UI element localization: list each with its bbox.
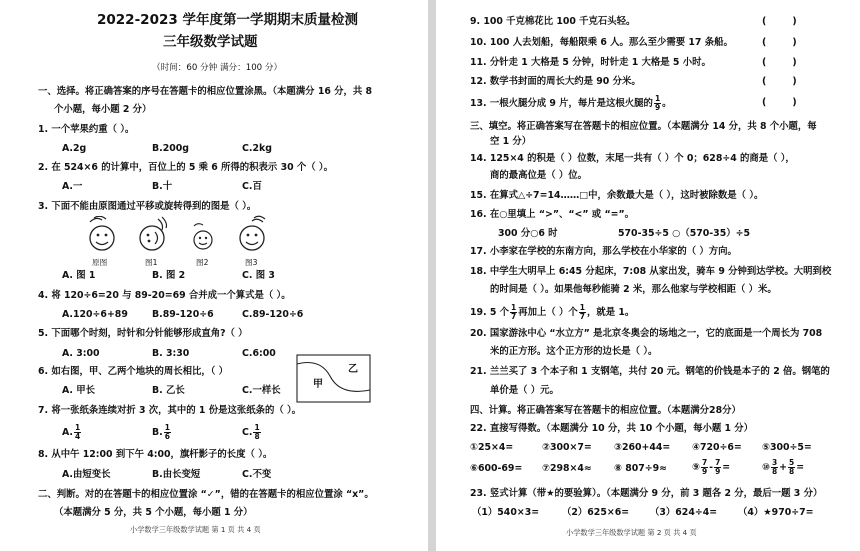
caption-figure-3: 图3	[245, 258, 258, 267]
caption-figure-2: 图2	[196, 258, 209, 267]
q5-option-b[interactable]: B. 3:30	[152, 348, 190, 359]
figure-1-face	[132, 216, 172, 256]
exam-page-1	[0, 0, 428, 551]
q7-option-a[interactable]: A. $\frac{1}{4}$	[62, 423, 81, 441]
question-10: 10. 100 人去划船，每船限乘 6 人。那么至少需要 17 条船。	[470, 37, 733, 48]
section3-heading-cont: 空 1 分）	[490, 136, 532, 147]
question-22: 22. 直接写得数。（本题满分 10 分，共 10 个小题，每小题 1 分）	[470, 423, 754, 434]
exam-subtitle: 三年级数学试题	[163, 34, 258, 50]
section1-heading: 一、选择。将正确答案的序号在答题卡的相应位置涂黑。（本题满分 16 分，共 8	[38, 86, 373, 97]
section3-heading: 三、填空。将正确答案写在答题卡的相应位置。（本题满分 14 分，共 8 个小题，每	[470, 121, 817, 132]
fraction: $\frac{1}{9}$	[654, 94, 661, 112]
q7-option-c[interactable]: C. $\frac{1}{8}$	[242, 423, 260, 441]
q4-option-c[interactable]: C.89-120÷6	[242, 309, 304, 320]
q22-item-9[interactable]: ⑨ $\frac{7}{9}$ - $\frac{7}{9}$ =	[692, 458, 731, 476]
section4-heading: 四、计算。将正确答案写在答题卡的相应位置。（本题满分28分）	[470, 405, 741, 416]
q1-option-b[interactable]: B.200g	[152, 143, 189, 154]
section2-heading-cont: （本题满分 5 分，共 5 个小题，每小题 1 分）	[54, 507, 253, 518]
figure-2-face	[188, 222, 218, 254]
q6-option-a[interactable]: A. 甲长	[62, 385, 96, 396]
q10-answer-paren[interactable]: ( )	[762, 37, 797, 48]
q4-option-b[interactable]: B.89-120÷6	[152, 309, 214, 320]
caption-original: 原图	[92, 258, 108, 267]
q4-option-a[interactable]: A.120÷6+89	[62, 309, 128, 320]
original-face-figure	[82, 216, 122, 256]
fraction: $\frac{7}{9}$	[701, 458, 708, 476]
q2-option-a[interactable]: A.一	[62, 181, 83, 192]
caption-figure-1: 图1	[145, 258, 158, 267]
question-20: 20. 国家游泳中心 “水立方” 是北京冬奥会的场地之一，它的底面是一个周长为 708	[470, 328, 823, 339]
question-8: 8. 从中午 12:00 到下午 4:00，旗杆影子的长度（ ）。	[38, 449, 273, 460]
q12-answer-paren[interactable]: ( )	[762, 76, 797, 87]
fraction: $\frac{1}{7}$	[511, 303, 517, 321]
fraction: $\frac{1}{6}$	[164, 423, 170, 441]
plot-diagram	[296, 354, 372, 404]
q23-item-2[interactable]: （2）625×6=	[562, 507, 630, 518]
fraction: $\frac{1}{8}$	[254, 423, 260, 441]
q22-item-4[interactable]: ④720÷6=	[692, 442, 742, 453]
question-21-cont: 单价是（ ）元。	[490, 385, 559, 396]
question-18-cont: 的时间是（ ）。如果他每秒能骑 2 米，那么他家与学校相距（ ）米。	[490, 284, 777, 295]
question-6: 6. 如右图，甲、乙两个地块的周长相比，（ ）	[38, 366, 229, 377]
q5-option-a[interactable]: A. 3:00	[62, 348, 100, 359]
question-1: 1. 一个苹果约重（ ）。	[38, 124, 135, 135]
q22-item-2[interactable]: ②300×7=	[542, 442, 592, 453]
q16-item-2[interactable]: 570-35÷5 ○（570-35）÷5	[618, 228, 750, 239]
q2-option-c[interactable]: C.百	[242, 181, 262, 192]
q6-option-c[interactable]: C.一样长	[242, 385, 281, 396]
q3-option-c[interactable]: C. 图 3	[242, 270, 275, 281]
q11-answer-paren[interactable]: ( )	[762, 57, 797, 68]
q7-option-b[interactable]: B. $\frac{1}{6}$	[152, 423, 170, 441]
q9-answer-paren[interactable]: ( )	[762, 16, 797, 27]
page-gutter	[428, 0, 436, 551]
question-12: 12. 数学书封面的周长大约是 90 分米。	[470, 76, 641, 87]
question-14: 14. 125×4 的积是（ ）位数，末尾一共有（ ）个 0；628÷4 的商是（ ），	[470, 153, 795, 164]
q22-item-6[interactable]: ⑥600-69=	[470, 463, 523, 474]
q23-item-3[interactable]: （3）624÷4=	[650, 507, 718, 518]
page-footer-2: 小学数学三年级数学试题 第 2 页 共 4 页	[566, 528, 697, 537]
q6-option-b[interactable]: B. 乙长	[152, 385, 185, 396]
question-23: 23. 竖式计算（带★的要验算）。（本题满分 9 分，前 3 题各 2 分，最后一题 3 分）	[470, 488, 823, 499]
exam-title: 2022-2023 学年度第一学期期末质量检测	[97, 12, 358, 28]
question-15: 15. 在算式△÷7=14……□中，余数最大是（ ），这时被除数是（ ）。	[470, 190, 764, 201]
plot-label-yi: 乙	[348, 364, 358, 375]
fraction: $\frac{5}{8}$	[789, 458, 795, 476]
q2-option-b[interactable]: B.十	[152, 181, 173, 192]
section2-heading: 二、判断。对的在答题卡的相应位置涂 “✓”，错的在答题卡的相应位置涂 “x”。	[38, 489, 374, 500]
section1-heading-cont: 个小题，每小题 2 分）	[54, 104, 152, 115]
q5-option-c[interactable]: C.6:00	[242, 348, 276, 359]
question-20-cont: 米的正方形。这个正方形的边长是（ ）。	[490, 346, 658, 357]
q22-item-10[interactable]: ⑩ $\frac{3}{8}$ + $\frac{5}{8}$ =	[762, 458, 805, 476]
question-17: 17. 小李家在学校的东南方向，那么学校在小华家的（ ）方向。	[470, 246, 737, 257]
question-9: 9. 100 千克棉花比 100 千克石头轻。	[470, 16, 636, 27]
q13-answer-paren[interactable]: ( )	[762, 97, 797, 108]
q22-item-1[interactable]: ①25×4=	[470, 442, 514, 453]
fraction: $\frac{1}{7}$	[579, 303, 585, 321]
q22-item-5[interactable]: ⑤300÷5=	[762, 442, 812, 453]
question-13: 13. 一根火腿分成 9 片，每片是这根火腿的 $\frac{1}{9}$ 。	[470, 94, 672, 112]
question-3: 3. 下面不能由原图通过平移或旋转得到的图是（ ）。	[38, 201, 257, 212]
question-21: 21. 兰兰买了 3 个本子和 1 支钢笔，共付 20 元。钢笔的价钱是本子的 2 倍。钢笔的	[470, 366, 830, 377]
q3-option-a[interactable]: A. 图 1	[62, 270, 96, 281]
fraction: $\frac{3}{8}$	[771, 458, 778, 476]
fraction: $\frac{1}{4}$	[75, 423, 81, 441]
q22-item-3[interactable]: ③260+44=	[614, 442, 671, 453]
q3-option-b[interactable]: B. 图 2	[152, 270, 186, 281]
q1-option-a[interactable]: A.2g	[62, 143, 87, 154]
plot-label-jia: 甲	[313, 379, 323, 390]
q23-item-1[interactable]: （1）540×3=	[472, 507, 540, 518]
question-11: 11. 分针走 1 大格是 5 分钟，时针走 1 大格是 5 小时。	[470, 57, 711, 68]
question-7: 7. 将一张纸条连续对折 3 次，其中的 1 份是这张纸条的（ ）。	[38, 405, 302, 416]
fraction: $\frac{7}{9}$	[715, 458, 721, 476]
time-score-note: （时间：60 分钟 满分：100 分）	[152, 63, 283, 73]
exam-page-2	[436, 0, 860, 551]
question-5: 5. 下面哪个时刻，时针和分针能够形成直角?（ ）	[38, 328, 248, 339]
q1-option-c[interactable]: C.2kg	[242, 143, 272, 154]
question-4: 4. 将 120÷6=20 与 89-20=69 合并成一个算式是（ ）。	[38, 290, 291, 301]
q23-item-4[interactable]: （4）★970÷7=	[738, 507, 814, 518]
question-2: 2. 在 524×6 的计算中，百位上的 5 乘 6 所得的积表示 30 个（ ）。	[38, 162, 333, 173]
page-footer-1: 小学数学三年级数学试题 第 1 页 共 4 页	[130, 525, 261, 534]
q22-item-8[interactable]: ⑧ 807÷9≈	[614, 463, 668, 474]
q22-item-7[interactable]: ⑦298×4≈	[542, 463, 592, 474]
q8-option-a[interactable]: A.由短变长	[62, 469, 111, 480]
question-14-cont: 商的最高位是（ ）位。	[490, 170, 588, 181]
q8-option-c[interactable]: C.不变	[242, 469, 272, 480]
question-16: 16. 在○里填上 “>”、“<” 或 “=”。	[470, 209, 635, 220]
figure-3-face	[232, 214, 274, 256]
q16-item-1[interactable]: 300 分○6 时	[498, 228, 558, 239]
question-19: 19. 5 个 $\frac{1}{7}$ 再加上（ ）个 $\frac{1}{7}$ ，就是 1。	[470, 303, 635, 321]
question-18: 18. 中学生大明早上 6:45 分起床，7:08 从家出发，骑车 9 分钟到达学校。大明到校	[470, 266, 832, 277]
q8-option-b[interactable]: B.由长变短	[152, 469, 201, 480]
